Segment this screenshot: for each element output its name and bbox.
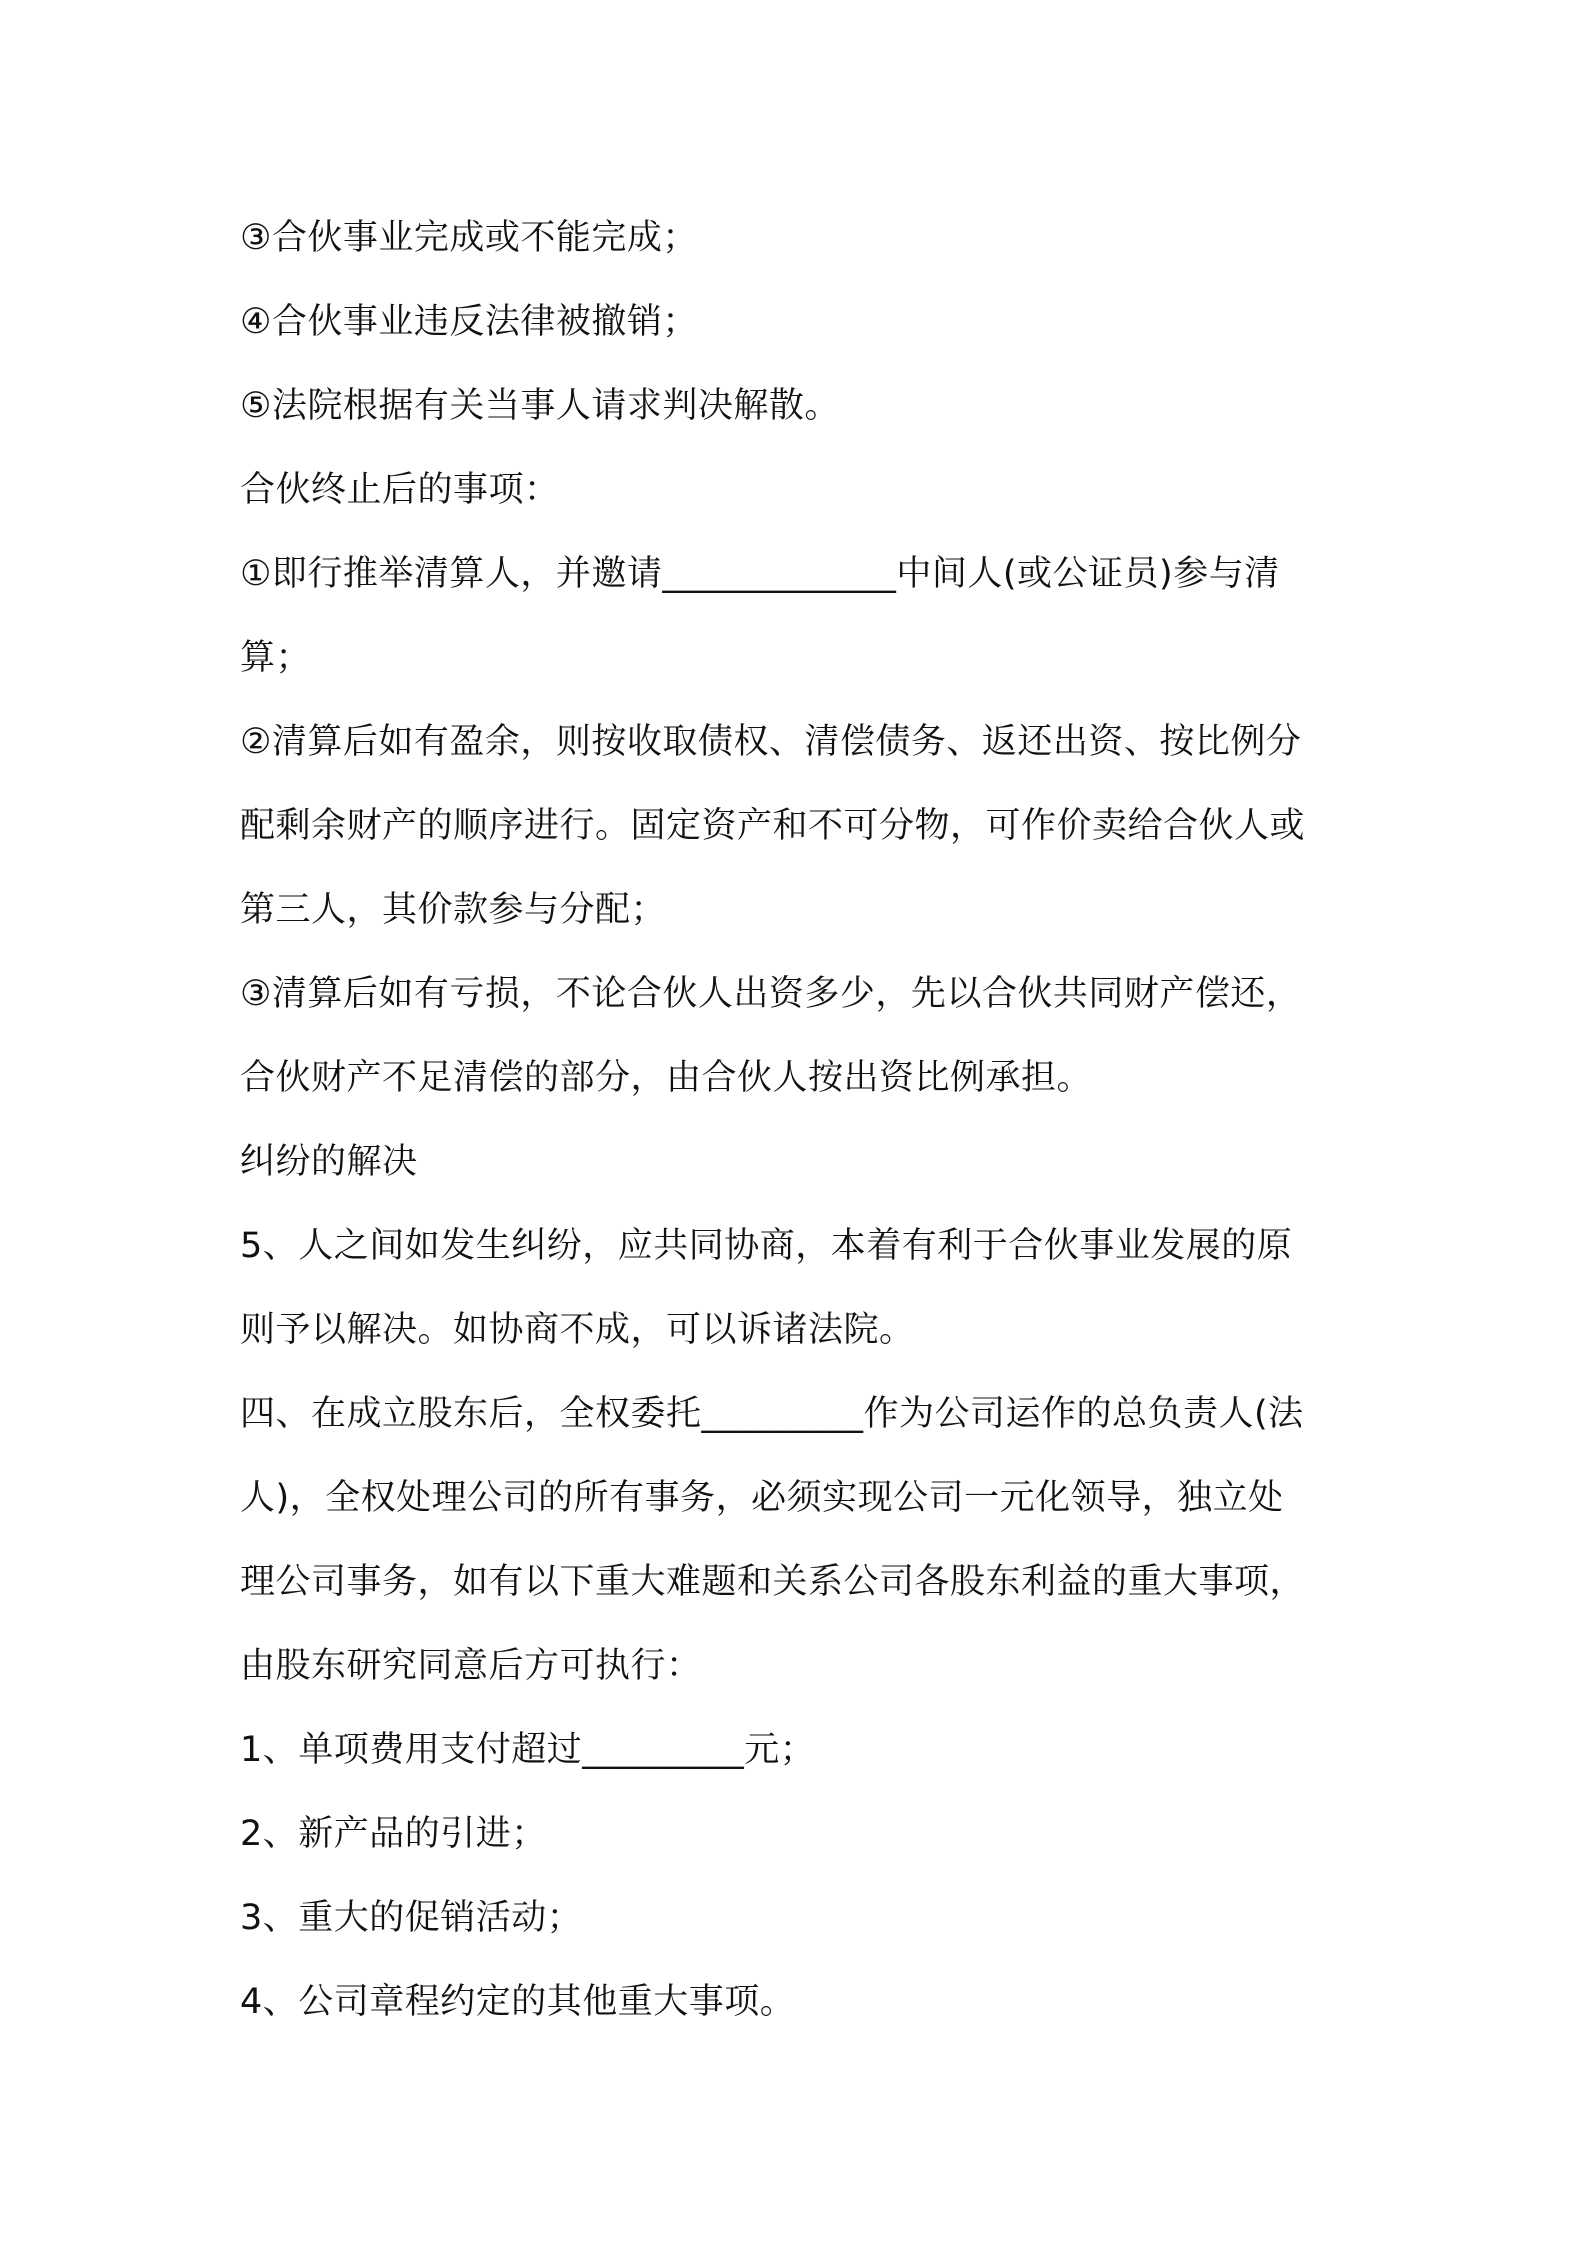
section-heading: 纠纷的解决 xyxy=(240,1142,418,1182)
document-body xyxy=(240,196,1360,2044)
text-line: 理公司事务，如有以下重大难题和关系公司各股东利益的重大事项， xyxy=(240,1562,1306,1602)
text-line: ③合伙事业完成或不能完成； xyxy=(240,218,698,258)
text-line: 由股东研究同意后方可执行： xyxy=(240,1646,702,1686)
text-line: 合伙财产不足清偿的部分，由合伙人按出资比例承担。 xyxy=(240,1058,1093,1098)
text-line: 四、在成立股东后，全权委托_________作为公司运作的总负责人(法 xyxy=(240,1394,1304,1434)
text-line: ④合伙事业违反法律被撤销； xyxy=(240,302,698,342)
text-line: 算； xyxy=(240,638,312,678)
text-line: 人)，全权处理公司的所有事务，必须实现公司一元化领导，独立处 xyxy=(240,1478,1284,1518)
text-line: ⑤法院根据有关当事人请求判决解散。 xyxy=(240,386,840,426)
list-item: 3、重大的促销活动； xyxy=(240,1898,583,1938)
section-heading: 合伙终止后的事项： xyxy=(240,470,560,510)
text-line: 5、人之间如发生纠纷，应共同协商，本着有利于合伙事业发展的原 xyxy=(240,1226,1293,1266)
text-line: 配剩余财产的顺序进行。固定资产和不可分物，可作价卖给合伙人或 xyxy=(240,806,1306,846)
text-line: ①即行推举清算人，并邀请_____________中间人(或公证员)参与清 xyxy=(240,554,1280,594)
text-line: 则予以解决。如协商不成，可以诉诸法院。 xyxy=(240,1310,915,1350)
text-line: ③清算后如有亏损，不论合伙人出资多少，先以合伙共同财产偿还， xyxy=(240,974,1302,1014)
text-line: ②清算后如有盈余，则按收取债权、清偿债务、返还出资、按比例分 xyxy=(240,722,1302,762)
list-item: 2、新产品的引进； xyxy=(240,1814,547,1854)
list-item: 4、公司章程约定的其他重大事项。 xyxy=(240,1982,796,2022)
text-line: 第三人，其价款参与分配； xyxy=(240,890,667,930)
list-item: 1、单项费用支付超过_________元； xyxy=(240,1730,816,1770)
